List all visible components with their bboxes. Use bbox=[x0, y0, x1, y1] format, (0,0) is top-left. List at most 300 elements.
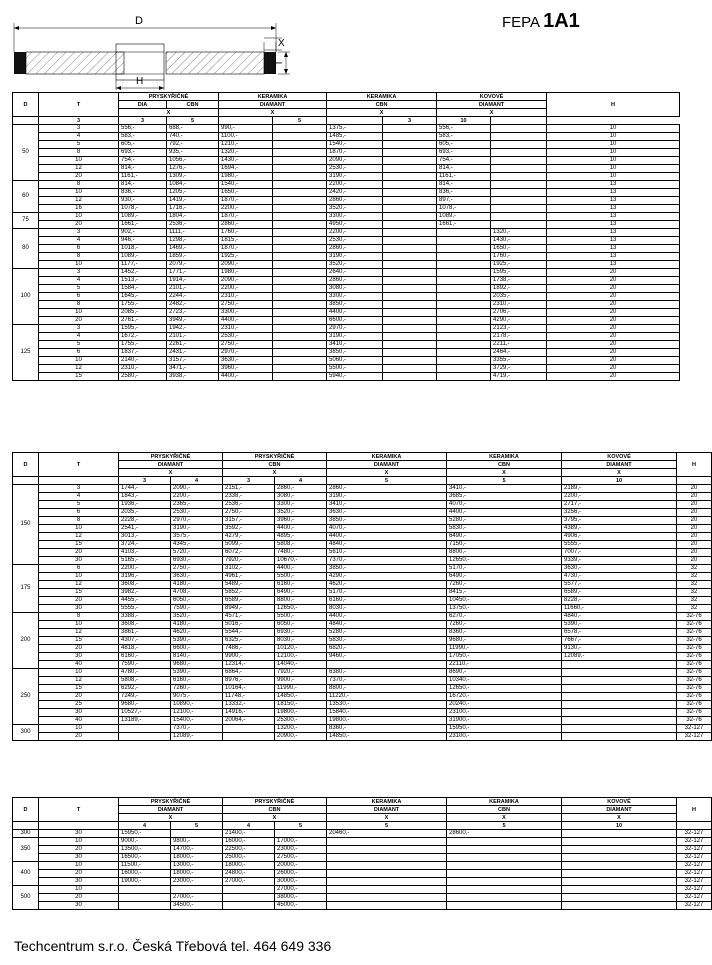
price-cell: 3608,- bbox=[119, 621, 171, 629]
table-row bbox=[13, 653, 712, 661]
bore-cell: 20 bbox=[547, 333, 680, 341]
thickness-cell: 20 bbox=[39, 645, 119, 653]
price-cell: 5500,- bbox=[327, 365, 383, 373]
price-cell: 6589,- bbox=[223, 597, 275, 605]
table-row bbox=[13, 629, 712, 637]
bore-cell: 32-127 bbox=[677, 725, 712, 733]
price-cell: 12650,- bbox=[447, 557, 562, 565]
price-cell: 946,- bbox=[119, 237, 167, 245]
price-cell: 2860,- bbox=[327, 245, 383, 253]
bore-cell: 20 bbox=[677, 557, 712, 565]
table-row bbox=[13, 709, 712, 717]
price-cell: 693,- bbox=[119, 149, 167, 157]
price-cell: 2482,- bbox=[167, 301, 219, 309]
price-cell bbox=[273, 173, 327, 181]
price-cell: 3861,- bbox=[119, 629, 171, 637]
price-cell: 11990,- bbox=[275, 685, 327, 693]
price-cell: 8030,- bbox=[275, 637, 327, 645]
diagram-label-h: H bbox=[136, 76, 144, 87]
table-row bbox=[13, 870, 712, 878]
table-row bbox=[13, 261, 680, 269]
header-cell: 10 bbox=[437, 117, 491, 125]
price-cell: 12100,- bbox=[275, 653, 327, 661]
price-cell: 6160,- bbox=[171, 677, 223, 685]
bore-cell: 13 bbox=[547, 261, 680, 269]
price-cell: 3410,- bbox=[327, 341, 383, 349]
price-cell: 2530,- bbox=[327, 237, 383, 245]
price-cell: 14850,- bbox=[275, 693, 327, 701]
price-cell: 3592,- bbox=[223, 525, 275, 533]
price-cell: 45000,- bbox=[275, 902, 327, 910]
price-cell: 688,- bbox=[167, 125, 219, 133]
table-row bbox=[13, 181, 680, 189]
bore-cell: 32-127 bbox=[677, 894, 712, 902]
price-cell: 9130,- bbox=[562, 645, 677, 653]
price-cell: 1694,- bbox=[219, 165, 273, 173]
header-cell: 5 bbox=[167, 117, 219, 125]
price-cell bbox=[437, 277, 491, 285]
price-cell: 5099,- bbox=[223, 541, 275, 549]
price-cell bbox=[447, 894, 562, 902]
price-cell: 7370,- bbox=[327, 677, 447, 685]
price-cell: 19800,- bbox=[275, 709, 327, 717]
header-cell: X bbox=[119, 814, 223, 822]
price-cell: 16720,- bbox=[447, 693, 562, 701]
price-cell: 2723,- bbox=[167, 309, 219, 317]
price-cell bbox=[437, 245, 491, 253]
header-cell: D bbox=[13, 93, 39, 117]
price-cell: 1430,- bbox=[219, 157, 273, 165]
thickness-cell: 40 bbox=[39, 661, 119, 669]
price-cell bbox=[119, 733, 171, 741]
thickness-cell: 12 bbox=[39, 581, 119, 589]
price-cell: 3850,- bbox=[327, 517, 447, 525]
price-table-1 bbox=[12, 92, 680, 381]
price-cell: 4103,- bbox=[119, 549, 171, 557]
bore-cell: 13 bbox=[547, 213, 680, 221]
price-cell: 814,- bbox=[119, 165, 167, 173]
price-cell: 4290,- bbox=[491, 317, 547, 325]
price-cell bbox=[562, 709, 677, 717]
thickness-cell: 30 bbox=[39, 653, 119, 661]
price-cell: 13500,- bbox=[119, 846, 171, 854]
price-cell: 5720,- bbox=[171, 549, 223, 557]
thickness-cell: 3 bbox=[39, 125, 119, 133]
thickness-cell: 20 bbox=[39, 870, 119, 878]
price-cell: 26000,- bbox=[275, 870, 327, 878]
bore-cell: 32-127 bbox=[677, 862, 712, 870]
price-cell: 2750,- bbox=[171, 565, 223, 573]
header-cell bbox=[677, 477, 712, 485]
price-cell: 3850,- bbox=[327, 349, 383, 357]
price-cell: 2244,- bbox=[167, 293, 219, 301]
header-cell: PRYSKYŘIČNÉ bbox=[223, 798, 327, 806]
price-cell bbox=[119, 886, 171, 894]
price-cell: 2189,- bbox=[562, 485, 677, 493]
price-cell: 3685,- bbox=[447, 493, 562, 501]
price-cell: 2310,- bbox=[491, 301, 547, 309]
price-cell: 990,- bbox=[219, 125, 273, 133]
price-cell: 6490,- bbox=[447, 573, 562, 581]
price-cell: 12100,- bbox=[171, 709, 223, 717]
price-cell: 16000,- bbox=[119, 870, 171, 878]
price-cell: 5489,- bbox=[223, 581, 275, 589]
price-cell: 4400,- bbox=[275, 565, 327, 573]
table-row bbox=[13, 878, 712, 886]
thickness-cell: 3 bbox=[39, 485, 119, 493]
thickness-cell: 3 bbox=[39, 325, 119, 333]
thickness-cell: 12 bbox=[39, 165, 119, 173]
price-cell bbox=[491, 149, 547, 157]
table-row bbox=[13, 597, 712, 605]
price-cell: 3960,- bbox=[275, 517, 327, 525]
price-cell: 3157,- bbox=[167, 357, 219, 365]
bore-cell: 20 bbox=[547, 349, 680, 357]
price-cell bbox=[447, 862, 562, 870]
price-cell: 2530,- bbox=[219, 333, 273, 341]
price-cell: 17050,- bbox=[447, 653, 562, 661]
price-cell: 3190,- bbox=[327, 173, 383, 181]
price-cell: 31900,- bbox=[447, 717, 562, 725]
header-cell: 3 bbox=[39, 117, 119, 125]
price-cell bbox=[327, 854, 447, 862]
price-cell bbox=[273, 197, 327, 205]
header-cell: PRYSKYŘIČNÉ bbox=[119, 798, 223, 806]
table-row bbox=[13, 309, 680, 317]
table-row bbox=[13, 125, 680, 133]
price-cell: 7920,- bbox=[223, 557, 275, 565]
thickness-cell: 10 bbox=[39, 261, 119, 269]
table-row bbox=[13, 165, 680, 173]
price-cell: 1430,- bbox=[491, 237, 547, 245]
price-cell: 4180,- bbox=[171, 621, 223, 629]
header-cell: DIAMANT bbox=[562, 806, 677, 814]
header-cell: X bbox=[437, 109, 547, 117]
price-cell: 2860,- bbox=[327, 485, 447, 493]
bore-cell: 13 bbox=[547, 181, 680, 189]
header-cell bbox=[327, 117, 383, 125]
price-cell: 4719,- bbox=[491, 373, 547, 381]
price-cell: 13332,- bbox=[223, 701, 275, 709]
thickness-cell: 30 bbox=[39, 902, 119, 910]
header-cell: CBN bbox=[447, 461, 562, 469]
bore-cell: 10 bbox=[547, 157, 680, 165]
table-row bbox=[13, 838, 712, 846]
price-cell: 9800,- bbox=[171, 838, 223, 846]
header-cell bbox=[13, 477, 39, 485]
price-cell: 22110,- bbox=[447, 661, 562, 669]
price-cell: 5555,- bbox=[562, 541, 677, 549]
table-row bbox=[13, 846, 712, 854]
price-cell: 2228,- bbox=[119, 517, 171, 525]
price-cell: 8800,- bbox=[447, 549, 562, 557]
price-cell: 2750,- bbox=[219, 301, 273, 309]
price-cell bbox=[383, 277, 437, 285]
price-cell: 7249,- bbox=[119, 693, 171, 701]
price-cell: 6325,- bbox=[223, 637, 275, 645]
header-cell bbox=[39, 822, 119, 830]
title-prefix: FEPA bbox=[502, 14, 541, 31]
price-cell: 1892,- bbox=[491, 285, 547, 293]
price-cell: 2365,- bbox=[171, 501, 223, 509]
price-cell bbox=[273, 141, 327, 149]
wheel-diagram bbox=[8, 8, 298, 92]
price-cell: 3608,- bbox=[119, 581, 171, 589]
thickness-cell: 10 bbox=[39, 525, 119, 533]
price-cell: 1320,- bbox=[491, 229, 547, 237]
price-cell bbox=[437, 269, 491, 277]
price-cell: 5830,- bbox=[327, 637, 447, 645]
price-cell bbox=[383, 317, 437, 325]
price-cell: 2338,- bbox=[223, 493, 275, 501]
price-cell bbox=[223, 894, 275, 902]
header-cell: D bbox=[13, 453, 39, 477]
price-cell: 4571,- bbox=[223, 613, 275, 621]
price-cell bbox=[437, 317, 491, 325]
bore-cell: 32-76 bbox=[677, 717, 712, 725]
price-cell: 1595,- bbox=[491, 269, 547, 277]
thickness-cell: 8 bbox=[39, 613, 119, 621]
table-row bbox=[13, 886, 712, 894]
price-cell: 9900,- bbox=[223, 653, 275, 661]
header-cell: PRYSKYŘIČNÉ bbox=[223, 453, 327, 461]
table-row bbox=[13, 493, 712, 501]
bore-cell: 32-76 bbox=[677, 693, 712, 701]
bore-cell: 20 bbox=[547, 365, 680, 373]
bore-cell: 32-76 bbox=[677, 701, 712, 709]
price-cell bbox=[383, 301, 437, 309]
price-cell: 2085,- bbox=[119, 309, 167, 317]
price-cell bbox=[383, 325, 437, 333]
price-cell: 4400,- bbox=[447, 509, 562, 517]
price-cell: 8360,- bbox=[447, 629, 562, 637]
price-cell bbox=[273, 285, 327, 293]
table-row bbox=[13, 605, 712, 613]
footer-contact: Techcentrum s.r.o. Česká Třebová tel. 464 649 336 bbox=[14, 938, 332, 954]
diameter-cell: 250 bbox=[13, 669, 39, 725]
price-cell: 6600,- bbox=[171, 645, 223, 653]
bore-cell: 20 bbox=[547, 317, 680, 325]
thickness-cell: 3 bbox=[39, 269, 119, 277]
thickness-cell: 5 bbox=[39, 285, 119, 293]
price-cell: 2211,- bbox=[491, 341, 547, 349]
bore-cell: 32-76 bbox=[677, 653, 712, 661]
price-cell: 3013,- bbox=[119, 533, 171, 541]
price-cell: 8976,- bbox=[223, 677, 275, 685]
price-cell: 14850,- bbox=[327, 733, 447, 741]
thickness-cell: 10 bbox=[39, 838, 119, 846]
header-row bbox=[13, 798, 712, 806]
price-cell: 2420,- bbox=[327, 189, 383, 197]
price-cell bbox=[327, 870, 447, 878]
price-cell: 9000,- bbox=[119, 838, 171, 846]
bore-cell: 10 bbox=[547, 173, 680, 181]
price-cell bbox=[327, 878, 447, 886]
price-cell: 792,- bbox=[167, 141, 219, 149]
price-cell bbox=[383, 213, 437, 221]
table-row bbox=[13, 333, 680, 341]
price-cell: 4895,- bbox=[275, 533, 327, 541]
price-cell: 7590,- bbox=[171, 605, 223, 613]
price-cell: 1760,- bbox=[219, 229, 273, 237]
price-cell bbox=[562, 725, 677, 733]
price-cell bbox=[383, 293, 437, 301]
price-cell: 11748,- bbox=[223, 693, 275, 701]
thickness-cell: 16 bbox=[39, 205, 119, 213]
bore-cell: 32-76 bbox=[677, 621, 712, 629]
price-cell: 2151,- bbox=[223, 485, 275, 493]
price-cell: 2178,- bbox=[491, 333, 547, 341]
bore-cell: 13 bbox=[547, 253, 680, 261]
bore-cell: 10 bbox=[547, 149, 680, 157]
price-cell bbox=[273, 205, 327, 213]
table-row bbox=[13, 157, 680, 165]
header-cell: KOVOVÉ bbox=[562, 798, 677, 806]
price-cell: 2079,- bbox=[167, 261, 219, 269]
price-cell: 24800,- bbox=[223, 870, 275, 878]
price-cell: 22500,- bbox=[223, 846, 275, 854]
price-cell bbox=[383, 333, 437, 341]
price-cell: 2860,- bbox=[327, 197, 383, 205]
table-row bbox=[13, 830, 712, 838]
price-cell: 1089,- bbox=[119, 213, 167, 221]
diameter-cell: 500 bbox=[13, 886, 39, 910]
price-cell bbox=[273, 125, 327, 133]
price-cell bbox=[562, 830, 677, 838]
price-cell: 8228,- bbox=[562, 597, 677, 605]
bore-cell: 20 bbox=[547, 325, 680, 333]
price-cell bbox=[437, 341, 491, 349]
bore-cell: 32 bbox=[677, 605, 712, 613]
table-row bbox=[13, 229, 680, 237]
price-cell: 16000,- bbox=[223, 838, 275, 846]
price-cell: 38000,- bbox=[275, 894, 327, 902]
price-cell bbox=[383, 349, 437, 357]
header-cell: CBN bbox=[223, 806, 327, 814]
price-cell: 4818,- bbox=[119, 645, 171, 653]
price-cell: 12650,- bbox=[447, 685, 562, 693]
price-cell: 4389,- bbox=[562, 525, 677, 533]
header-cell: KERAMIKA bbox=[447, 453, 562, 461]
price-cell bbox=[383, 125, 437, 133]
header-cell: 5 bbox=[447, 477, 562, 485]
header-row bbox=[13, 477, 712, 485]
price-cell: 740,- bbox=[167, 133, 219, 141]
header-row bbox=[13, 822, 712, 830]
header-row bbox=[13, 117, 680, 125]
table-row bbox=[13, 485, 712, 493]
price-cell bbox=[383, 165, 437, 173]
price-cell bbox=[273, 325, 327, 333]
price-cell: 1804,- bbox=[167, 213, 219, 221]
price-cell bbox=[383, 149, 437, 157]
price-cell: 17000,- bbox=[275, 838, 327, 846]
price-cell: 2140,- bbox=[119, 357, 167, 365]
price-cell: 2035,- bbox=[491, 293, 547, 301]
price-cell: 1980,- bbox=[219, 269, 273, 277]
price-cell: 3520,- bbox=[327, 205, 383, 213]
price-cell: 2860,- bbox=[327, 277, 383, 285]
price-cell bbox=[383, 357, 437, 365]
table-row bbox=[13, 517, 712, 525]
table-row bbox=[13, 573, 712, 581]
bore-cell: 32 bbox=[677, 565, 712, 573]
price-cell: 930,- bbox=[119, 197, 167, 205]
thickness-cell: 10 bbox=[39, 189, 119, 197]
price-cell: 583,- bbox=[437, 133, 491, 141]
thickness-cell: 10 bbox=[39, 213, 119, 221]
price-cell: 3157,- bbox=[223, 517, 275, 525]
bore-cell: 20 bbox=[547, 373, 680, 381]
price-cell bbox=[383, 237, 437, 245]
thickness-cell: 8 bbox=[39, 181, 119, 189]
price-cell: 3724,- bbox=[119, 541, 171, 549]
thickness-cell: 20 bbox=[39, 597, 119, 605]
price-cell bbox=[447, 870, 562, 878]
price-cell: 20240,- bbox=[447, 701, 562, 709]
table-row bbox=[13, 613, 712, 621]
thickness-cell: 20 bbox=[39, 894, 119, 902]
price-cell: 2464,- bbox=[491, 349, 547, 357]
price-cell bbox=[562, 669, 677, 677]
price-cell: 1980,- bbox=[219, 173, 273, 181]
table-row bbox=[13, 301, 680, 309]
price-cell: 18000,- bbox=[171, 870, 223, 878]
price-cell: 6600,- bbox=[327, 317, 383, 325]
table-row bbox=[13, 221, 680, 229]
price-cell: 23100,- bbox=[447, 709, 562, 717]
price-cell: 6160,- bbox=[275, 581, 327, 589]
header-cell bbox=[13, 822, 39, 830]
price-cell: 11500,- bbox=[119, 862, 171, 870]
price-cell: 1100,- bbox=[219, 133, 273, 141]
header-cell: 4 bbox=[171, 477, 223, 485]
price-cell bbox=[437, 365, 491, 373]
thickness-cell: 30 bbox=[39, 709, 119, 717]
thickness-cell: 10 bbox=[39, 573, 119, 581]
header-cell: 3 bbox=[119, 117, 167, 125]
header-cell: KERAMIKA bbox=[327, 93, 437, 101]
price-cell: 3102,- bbox=[223, 565, 275, 573]
price-cell: 3850,- bbox=[327, 565, 447, 573]
price-cell: 5060,- bbox=[327, 357, 383, 365]
table-row bbox=[13, 253, 680, 261]
thickness-cell: 4 bbox=[39, 133, 119, 141]
bore-cell: 20 bbox=[677, 549, 712, 557]
header-cell: DIAMANT bbox=[119, 806, 223, 814]
price-cell: 1298,- bbox=[167, 237, 219, 245]
price-cell: 1925,- bbox=[491, 261, 547, 269]
price-cell: 13189,- bbox=[119, 717, 171, 725]
bore-cell: 20 bbox=[547, 293, 680, 301]
price-cell: 1744,- bbox=[119, 485, 171, 493]
table-row bbox=[13, 717, 712, 725]
price-cell: 9900,- bbox=[275, 677, 327, 685]
price-cell: 14040,- bbox=[275, 661, 327, 669]
header-cell: X bbox=[119, 469, 223, 477]
price-cell: 2580,- bbox=[119, 373, 167, 381]
thickness-cell: 15 bbox=[39, 685, 119, 693]
price-cell: 19000,- bbox=[119, 878, 171, 886]
price-cell bbox=[171, 886, 223, 894]
bore-cell: 10 bbox=[547, 165, 680, 173]
thickness-cell: 30 bbox=[39, 557, 119, 565]
thickness-cell: 20 bbox=[39, 317, 119, 325]
price-cell: 3190,- bbox=[171, 525, 223, 533]
bore-cell: 32-76 bbox=[677, 709, 712, 717]
header-cell: 3 bbox=[383, 117, 437, 125]
price-cell: 2090,- bbox=[219, 261, 273, 269]
